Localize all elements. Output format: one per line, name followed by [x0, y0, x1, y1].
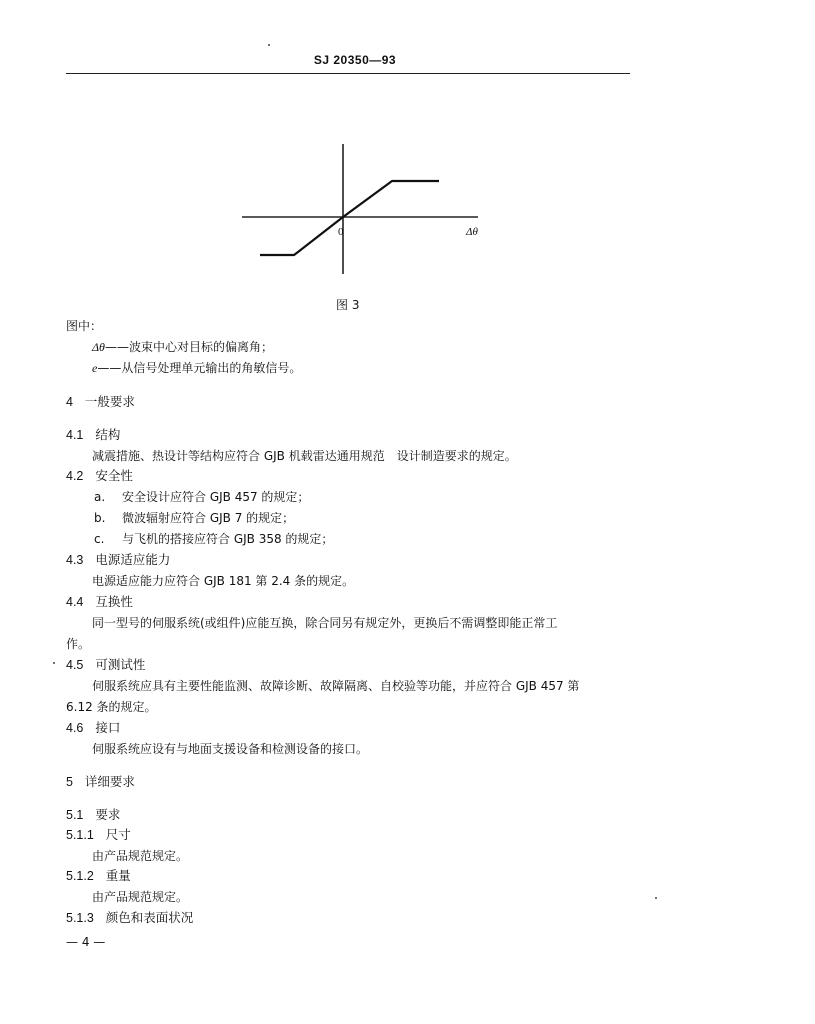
header-rule: [66, 73, 630, 74]
section-title: 详细要求: [84, 774, 135, 789]
section-title: 电源适应能力: [95, 552, 171, 567]
section-number: 4.2: [66, 469, 84, 483]
legend-symbol: e: [92, 361, 98, 375]
section-4-heading: [66, 396, 135, 409]
section-title: 互换性: [95, 594, 133, 609]
section-title: 尺寸: [105, 827, 131, 842]
section-title: 结构: [95, 427, 121, 442]
scan-speck: [268, 44, 270, 46]
section-number: 4: [66, 395, 73, 409]
section-4-1-heading: [66, 429, 120, 442]
legend-symbol: Δθ: [92, 340, 105, 354]
section-5-1-2-body: 由产品规范规定。: [92, 890, 189, 904]
section-4-3-heading: [66, 554, 170, 567]
document-code: SJ 20350—93: [313, 53, 397, 67]
section-5-1-1-body: 由产品规范规定。: [92, 849, 189, 863]
page-number: — 4 —: [66, 935, 106, 949]
list-item-b: [94, 512, 294, 524]
scan-speck: [53, 662, 55, 664]
section-5-1-3-heading: [66, 912, 193, 925]
transfer-characteristic-figure: [230, 140, 490, 280]
section-4-4-body-line2: 作。: [66, 637, 91, 651]
section-title: 安全性: [95, 468, 133, 483]
section-title: 颜色和表面状况: [105, 910, 194, 925]
section-5-heading: [66, 776, 135, 789]
section-4-1-body: 减震措施、热设计等结构应符合 GJB 机载雷达通用规范 设计制造要求的规定。: [92, 449, 517, 463]
list-text: 与飞机的搭接应符合 GJB 358 的规定；: [122, 532, 334, 546]
section-number: 5.1: [66, 808, 84, 822]
section-number: 4.1: [66, 428, 84, 442]
legend-intro: 图中：: [66, 319, 103, 333]
section-5-1-1-heading: [66, 829, 131, 842]
x-axis-label: Δθ: [466, 226, 478, 238]
section-4-4-body-line1: 同一型号的伺服系统(或组件)应能互换，除合同另有规定外，更换后不需调整即能正常工: [92, 616, 558, 630]
section-5-1-2-heading: [66, 870, 131, 883]
scan-speck: [655, 897, 657, 899]
legend-item-e: [92, 362, 301, 374]
section-title: 一般要求: [84, 394, 135, 409]
section-4-4-heading: [66, 596, 133, 609]
list-marker: c.: [94, 532, 105, 546]
section-title: 要求: [95, 807, 121, 822]
section-number: 4.6: [66, 721, 84, 735]
section-number: 5.1.3: [66, 911, 94, 925]
section-title: 重量: [105, 868, 131, 883]
section-4-5-body-line2: 6.12 条的规定。: [66, 700, 157, 714]
saturation-curve: [260, 181, 439, 255]
section-5-1-heading: [66, 809, 120, 822]
section-4-5-body-line1: 伺服系统应具有主要性能监测、故障诊断、故障隔离、自校验等功能，并应符合 GJB 457 第: [92, 679, 580, 693]
section-title: 接口: [95, 720, 121, 735]
section-number: 4.3: [66, 553, 84, 567]
section-4-2-heading: [66, 470, 133, 483]
section-number: 4.4: [66, 595, 84, 609]
section-4-6-heading: [66, 722, 120, 735]
list-text: 微波辐射应符合 GJB 7 的规定；: [122, 511, 295, 525]
list-item-c: [94, 533, 333, 545]
figure-caption: 图 3: [336, 298, 360, 312]
legend-text: ——从信号处理单元输出的角敏信号。: [97, 361, 302, 375]
list-marker: b.: [94, 511, 106, 525]
section-4-5-heading: [66, 659, 145, 672]
section-title: 可测试性: [95, 657, 146, 672]
list-item-a: [94, 491, 309, 503]
legend-item-delta-theta: [92, 341, 273, 353]
section-4-3-body: 电源适应能力应符合 GJB 181 第 2.4 条的规定。: [92, 574, 355, 588]
legend-text: ——波束中心对目标的偏离角；: [104, 340, 273, 354]
section-number: 4.5: [66, 658, 84, 672]
section-number: 5.1.2: [66, 869, 94, 883]
list-text: 安全设计应符合 GJB 457 的规定；: [122, 490, 310, 504]
origin-label: 0: [338, 226, 344, 238]
list-marker: a.: [94, 490, 106, 504]
section-4-6-body: 伺服系统应设有与地面支援设备和检测设备的接口。: [92, 742, 369, 756]
section-number: 5: [66, 775, 73, 789]
section-number: 5.1.1: [66, 828, 94, 842]
